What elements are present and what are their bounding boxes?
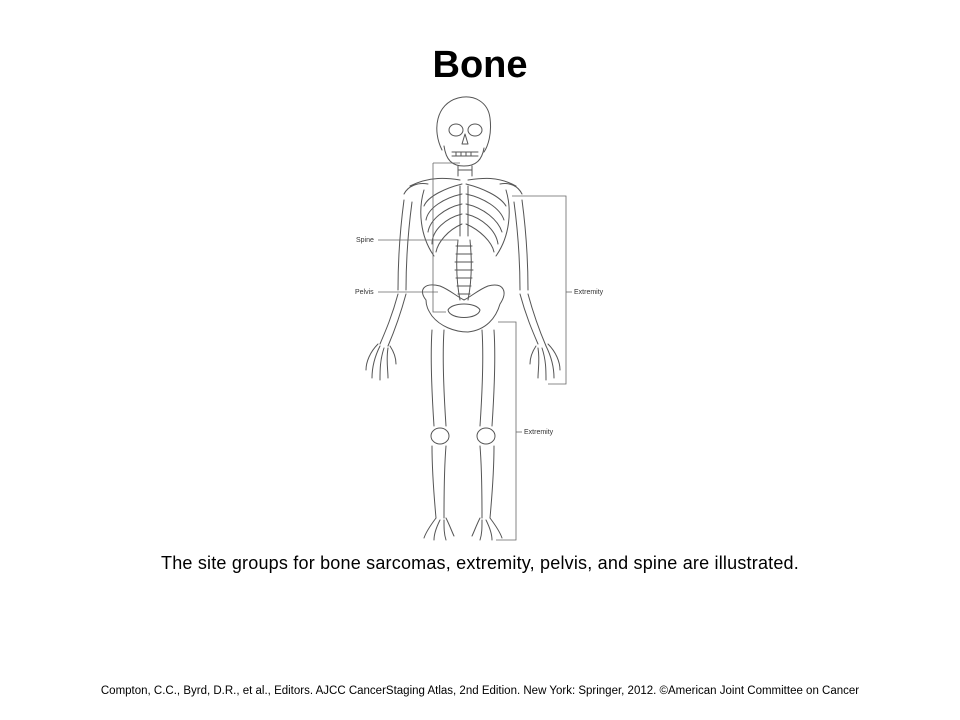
source-credit: Compton, C.C., Byrd, D.R., et al., Editors. AJCC CancerStaging Atlas, 2nd Edition. New York: Springer, 2012. ©American Joint Committee on Cancer xyxy=(100,685,860,697)
left-humerus xyxy=(398,200,412,290)
figure-caption: The site groups for bone sarcomas, extremity, pelvis, and spine are illustrated. xyxy=(161,553,799,573)
neck xyxy=(458,166,472,176)
left-forearm xyxy=(380,294,406,346)
left-eye-socket xyxy=(449,124,463,136)
label-spine: Spine xyxy=(356,237,374,244)
label-extremity-upper: Extremity xyxy=(574,289,604,296)
right-hand xyxy=(530,344,560,380)
skeleton-illustration xyxy=(340,92,640,548)
left-foot xyxy=(424,518,454,540)
extremity-lower-bracket xyxy=(496,322,516,540)
vertebral-column xyxy=(455,240,473,300)
left-patella xyxy=(431,428,449,444)
clavicles xyxy=(410,178,516,186)
left-hand xyxy=(366,344,396,380)
skeleton-svg xyxy=(340,92,640,548)
right-femur xyxy=(480,330,495,426)
right-foot xyxy=(472,518,502,540)
right-patella xyxy=(477,428,495,444)
slide-title: Bone xyxy=(432,44,528,86)
shoulder-right xyxy=(500,183,522,194)
left-tibia xyxy=(432,446,446,518)
right-forearm xyxy=(520,294,546,346)
pelvis-inlet xyxy=(448,304,480,318)
shoulder-left xyxy=(404,183,428,194)
right-humerus xyxy=(514,200,528,290)
right-tibia xyxy=(480,446,494,518)
teeth xyxy=(452,152,478,156)
rib-cage xyxy=(421,184,509,256)
nose xyxy=(462,134,468,144)
label-pelvis: Pelvis xyxy=(355,289,374,296)
left-femur xyxy=(431,330,446,426)
right-eye-socket xyxy=(468,124,482,136)
label-extremity-lower: Extremity xyxy=(524,429,554,436)
